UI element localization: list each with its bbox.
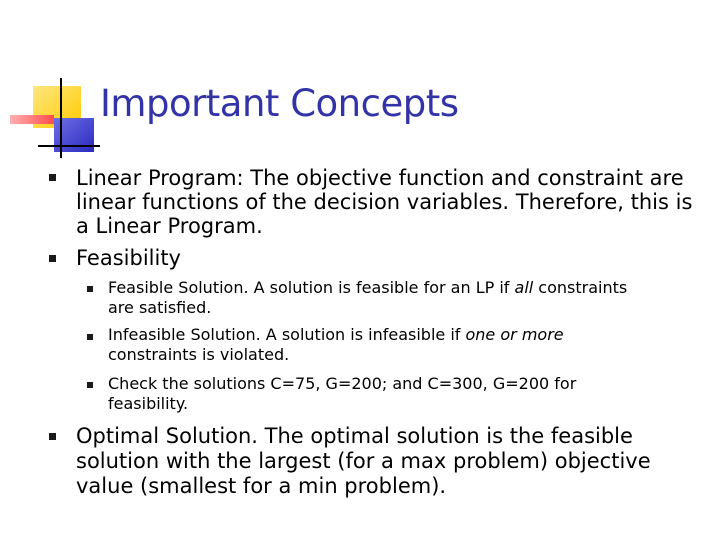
bullet-marker	[49, 433, 56, 440]
sub-bullet-marker	[87, 286, 93, 292]
bullet-2-line-1: Feasibility	[76, 246, 181, 270]
sub-bullet-1-line-2: are satisfied.	[108, 298, 212, 317]
bullet-marker	[49, 174, 56, 181]
bullet-3-line-1: Optimal Solution. The optimal solution is the feasible	[76, 424, 633, 448]
sub-bullet-marker	[87, 382, 93, 388]
bullet-1-line-3: a Linear Program.	[76, 214, 263, 238]
sub-bullet-2-line-2: constraints is violated.	[108, 345, 290, 364]
sub-bullet-3-line-2: feasibility.	[108, 394, 189, 413]
bullet-3-line-3: value (smallest for a min problem).	[76, 474, 447, 498]
slide-title: Important Concepts	[100, 82, 459, 125]
sub-bullet-2-line-1: Infeasible Solution. A solution is infeasible if one or more	[108, 325, 564, 344]
sub-bullet-1-line-1: Feasible Solution. A solution is feasible for an LP if all constraints	[108, 278, 628, 297]
bullet-3-line-2: solution with the largest (for a max problem) objective	[76, 449, 651, 473]
bullet-1-line-1: Linear Program: The objective function and constraint are	[76, 166, 684, 190]
bullet-1-line-2: linear functions of the decision variables. Therefore, this is	[76, 190, 693, 214]
sub-bullet-marker	[87, 334, 93, 340]
sub-bullet-3-line-1: Check the solutions C=75, G=200; and C=300, G=200 for	[108, 374, 577, 393]
bullet-marker	[49, 255, 56, 262]
